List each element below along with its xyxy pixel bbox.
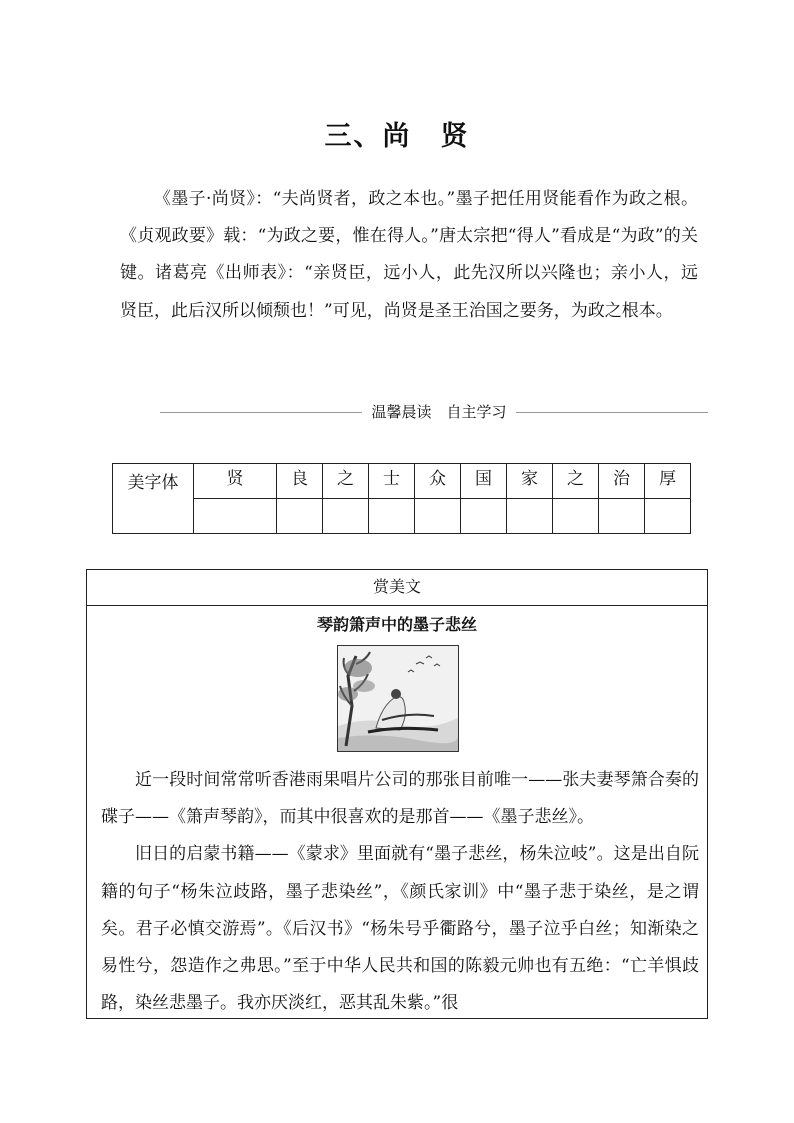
char-cell: 士 xyxy=(369,464,415,499)
writing-cell[interactable] xyxy=(415,499,461,534)
char-cell: 治 xyxy=(599,464,645,499)
page-title: 三、尚 贤 xyxy=(324,121,470,152)
writing-cell[interactable] xyxy=(277,499,323,534)
section-label: 温馨晨读 自主学习 xyxy=(371,403,507,421)
char-cell: 国 xyxy=(461,464,507,499)
char-cell: 之 xyxy=(553,464,599,499)
ink-painting-image xyxy=(338,646,458,751)
writing-cell[interactable] xyxy=(645,499,691,534)
writing-cell[interactable] xyxy=(507,499,553,534)
article-title: 琴韵箫声中的墨子悲丝 xyxy=(316,615,477,634)
box-header: 赏美文 xyxy=(87,570,707,606)
ink-painting-illustration xyxy=(337,645,459,752)
reading-box xyxy=(86,569,708,1019)
article-paragraph: 近一段时间常常听香港雨果唱片公司的那张目前唯一——张夫妻琴箫合奏的碟子——《箫声琴韵》，而其中很喜欢的是那首——《墨子悲丝》。 xyxy=(101,770,699,828)
writing-cell[interactable] xyxy=(323,499,369,534)
char-cell: 良 xyxy=(277,464,323,499)
divider-line-right xyxy=(516,412,708,413)
intro-paragraph: 《墨子·尚贤》：“夫尚贤者，政之本也。”墨子把任用贤能看作为政之根。《贞观政要》载：“为政之要，惟在得人。”唐太宗把“得人”看成是“为政”的关键。诸葛亮《出师表》：“亲贤臣，远小人，此先汉所以兴隆也；亲小人，远贤臣，此后汉所以倾颓也！”可见，尚贤是圣王治国之要务，为政之根本。 xyxy=(120,189,698,321)
char-cell: 之 xyxy=(323,464,369,499)
writing-cell[interactable] xyxy=(369,499,415,534)
writing-cell[interactable] xyxy=(553,499,599,534)
section-divider xyxy=(160,401,708,423)
table-header-cell: 美字体 xyxy=(113,464,194,534)
divider-line-left xyxy=(160,412,362,413)
char-cell: 众 xyxy=(415,464,461,499)
article-body xyxy=(101,762,699,1022)
writing-cell[interactable] xyxy=(461,499,507,534)
character-table xyxy=(112,463,691,534)
article-paragraph: 旧日的启蒙书籍——《蒙求》里面就有“墨子悲丝，杨朱泣岐”。这是出自阮籍的句子“杨朱泣歧路，墨子悲染丝”，《颜氏家训》中“墨子悲于染丝，是之谓矣。君子必慎交游焉”。《后汉书》“杨朱号乎衢路兮，墨子泣乎白丝；知渐染之易性兮，怨造作之弗思。”至于中华人民共和国的陈毅元帅也有五绝：“亡羊惧歧路，染丝悲墨子。我亦厌淡红，恶其乱朱紫。”很 xyxy=(101,844,699,1014)
writing-cell[interactable] xyxy=(194,499,277,534)
char-cell: 厚 xyxy=(645,464,691,499)
char-cell: 贤 xyxy=(194,464,277,499)
char-cell: 家 xyxy=(507,464,553,499)
writing-cell[interactable] xyxy=(599,499,645,534)
